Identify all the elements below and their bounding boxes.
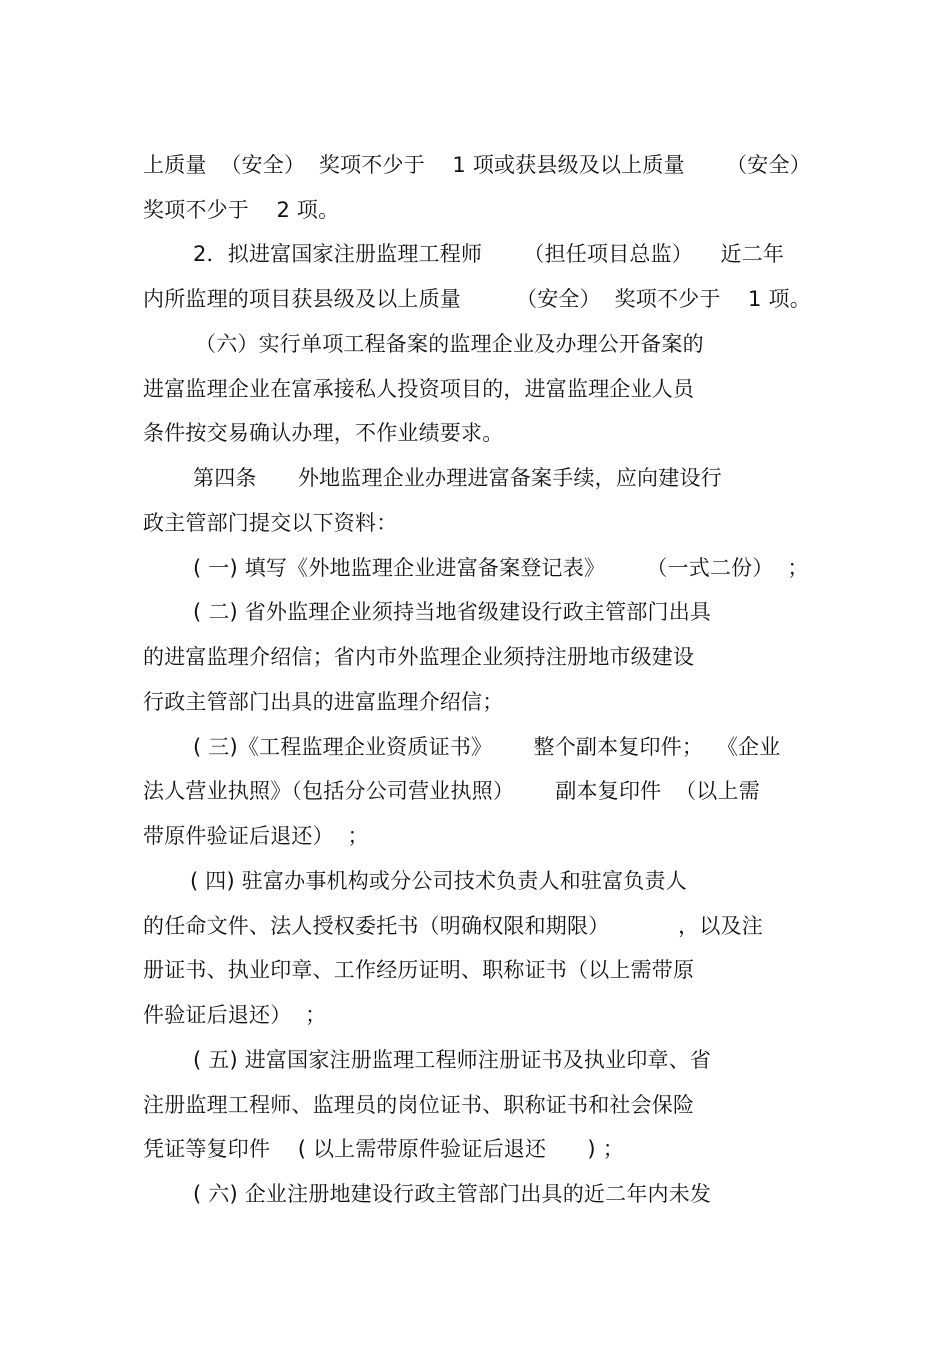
text-line: ( 六) 企业注册地建设行政主管部门出具的近二年内未发 [193, 1182, 712, 1206]
text-line: 第四条 外地监理企业办理进富备案手续，应向建设行 [193, 466, 722, 490]
text-line: 法人营业执照》（包括分公司营业执照） 副本复印件 （以上需 [143, 779, 760, 803]
text-line: 凭证等复印件 ( 以上需带原件验证后退还 ) ； [143, 1137, 624, 1161]
text-line: ( 五) 进富国家注册监理工程师注册证书及执业印章、省 [193, 1048, 712, 1072]
text-line: 2．拟进富国家注册监理工程师 （担任项目总监） 近二年 [193, 242, 785, 266]
text-line: 进富监理企业在富承接私人投资项目的，进富监理企业人员 [143, 377, 695, 401]
text-line: ( 二) 省外监理企业须持当地省级建设行政主管部门出具 [193, 600, 712, 624]
text-line: ( 一) 填写《外地监理企业进富备案登记表》 （一式二份） ； [193, 556, 809, 580]
text-line: ( 三)《工程监理企业资质证书》 整个副本复印件； 《企业 [193, 735, 781, 759]
text-line: 注册监理工程师、监理员的岗位证书、职称证书和社会保险 [143, 1093, 695, 1117]
text-line: 件验证后退还） ； [143, 1003, 327, 1027]
text-line: 上质量 （安全） 奖项不少于 1 项或获县级及以上质量 （安全） [143, 153, 811, 177]
text-line: 政主管部门提交以下资料： [143, 511, 398, 535]
text-line: 奖项不少于 2 项。 [143, 198, 340, 222]
text-line: （六）实行单项工程备案的监理企业及办理公开备案的 [195, 332, 704, 356]
text-line: 内所监理的项目获县级及以上质量 （安全） 奖项不少于 1 项。 [143, 287, 811, 311]
text-line: 带原件验证后退还） ； [143, 824, 369, 848]
text-line: 的任命文件、法人授权委托书（明确权限和期限） ，以及注 [143, 914, 763, 938]
text-line: ( 四) 驻富办事机构或分公司技术负责人和驻富负责人 [190, 869, 687, 893]
text-line: 条件按交易确认办理，不作业绩要求。 [143, 421, 504, 445]
text-line: 册证书、执业印章、工作经历证明、职称证书（以上需带原 [143, 958, 695, 982]
text-line: 的进富监理介绍信；省内市外监理企业须持注册地市级建设 [143, 645, 695, 669]
text-line: 行政主管部门出具的进富监理介绍信； [143, 690, 504, 714]
